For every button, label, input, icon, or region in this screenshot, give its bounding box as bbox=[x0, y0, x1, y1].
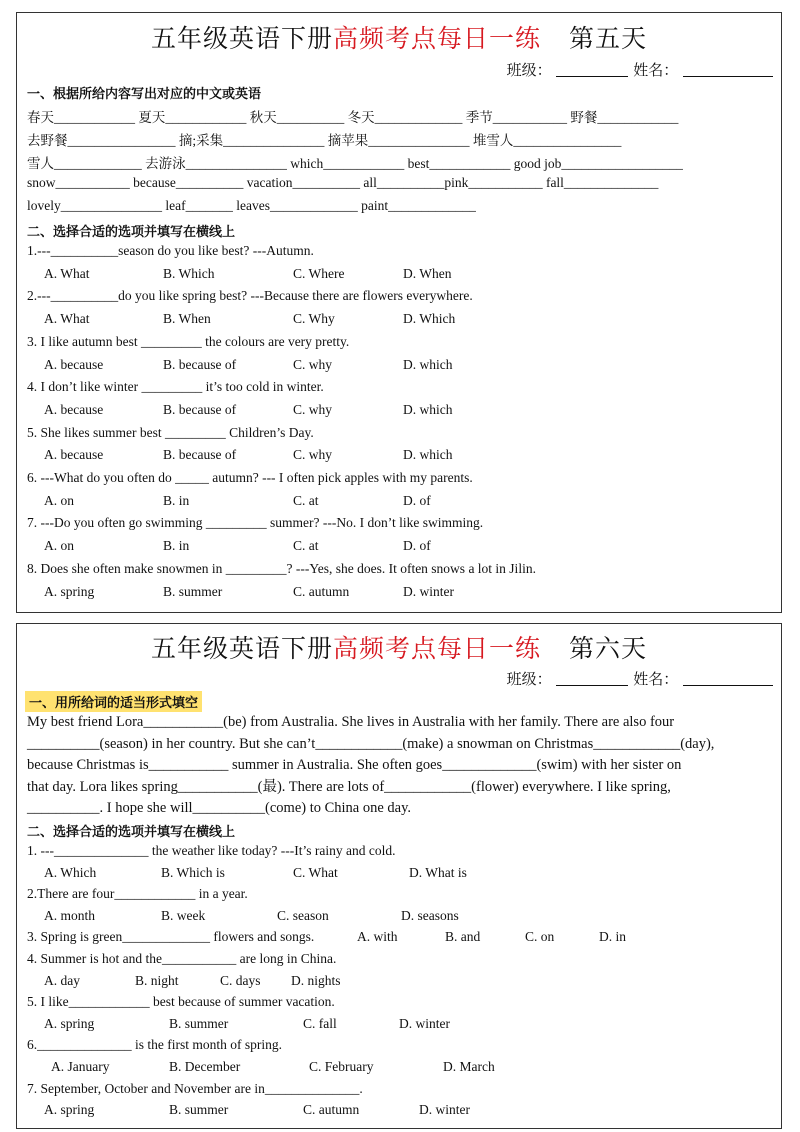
option-choice[interactable]: B. because of bbox=[163, 447, 237, 463]
option-choice[interactable]: A. on bbox=[44, 492, 74, 508]
title-text: 五年级英语下册 bbox=[150, 634, 333, 663]
option-choice[interactable]: D. winter bbox=[419, 1102, 470, 1118]
worksheet-day6 bbox=[16, 623, 782, 1129]
page-title bbox=[17, 19, 781, 55]
option-choice[interactable]: C. autumn bbox=[293, 583, 350, 599]
option-choice[interactable]: D. in bbox=[599, 929, 626, 945]
question-line[interactable]: 1.---__________season do you like best? ---Autumn. bbox=[27, 243, 314, 258]
option-choice[interactable]: A. Which bbox=[44, 864, 97, 880]
question-line[interactable]: 4. Summer is hot and the___________ are long in China. bbox=[27, 951, 337, 966]
option-choice[interactable]: A. because bbox=[44, 356, 104, 372]
class-label: 班级： bbox=[506, 670, 552, 688]
option-choice[interactable]: D. When bbox=[403, 265, 452, 281]
option-choice[interactable]: D. What is bbox=[409, 864, 467, 880]
option-choice[interactable]: B. summer bbox=[169, 1102, 229, 1118]
option-choice[interactable]: C. why bbox=[293, 447, 333, 463]
vocab-line[interactable]: 春天____________ 夏天____________ 秋天__________ 冬天_____________ 季节___________ 野餐____________ bbox=[27, 110, 679, 125]
section-heading: 二、选择合适的选项并填写在横线上 bbox=[27, 225, 236, 240]
title-text: 五年级英语下册 bbox=[150, 24, 333, 53]
option-choice[interactable]: D. of bbox=[403, 492, 431, 508]
option-choice[interactable]: D. which bbox=[403, 356, 453, 372]
question-line[interactable]: 3. Spring is green_____________ flowers and songs. bbox=[27, 929, 315, 945]
option-choice[interactable]: B. because of bbox=[163, 401, 237, 417]
class-label: 班级： bbox=[506, 61, 552, 79]
option-choice[interactable]: A. month bbox=[44, 907, 96, 923]
question-line[interactable]: 2.---__________do you like spring best? ---Because there are flowers everywhere. bbox=[27, 288, 473, 304]
option-choice[interactable]: C. autumn bbox=[303, 1102, 360, 1118]
question-line[interactable]: 7. September, October and November are in______________. bbox=[27, 1080, 363, 1096]
paragraph-line: __________(season) in her country. But she can’t____________(make) a snowman on Christmas____________(day), bbox=[27, 735, 715, 752]
section-heading: 一、用所给词的适当形式填空 bbox=[25, 691, 202, 712]
question-line[interactable]: 6. ---What do you often do _____ autumn? --- I often pick apples with my parents. bbox=[27, 470, 473, 485]
option-choice[interactable]: B. night bbox=[135, 972, 179, 988]
option-choice[interactable]: B. summer bbox=[169, 1015, 229, 1031]
option-choice[interactable]: C. days bbox=[220, 972, 261, 988]
option-choice[interactable]: C. at bbox=[293, 538, 319, 554]
option-choice[interactable]: B. week bbox=[161, 907, 206, 923]
name-bar bbox=[507, 668, 773, 689]
section-heading: 一、根据所给内容写出对应的中文或英语 bbox=[27, 87, 262, 102]
option-choice[interactable]: A. day bbox=[44, 972, 80, 988]
question-line[interactable]: 7. ---Do you often go swimming _________ summer? ---No. I don’t like swimming. bbox=[27, 515, 484, 531]
option-choice[interactable]: B. in bbox=[163, 538, 190, 554]
option-choice[interactable]: C. why bbox=[293, 401, 333, 417]
option-choice[interactable]: A. spring bbox=[44, 1102, 95, 1118]
question-line[interactable]: 6.______________ is the first month of spring. bbox=[27, 1037, 282, 1053]
option-choice[interactable]: B. and bbox=[445, 929, 481, 945]
class-field[interactable] bbox=[556, 62, 628, 77]
name-label: 姓名： bbox=[633, 61, 679, 79]
class-field[interactable] bbox=[556, 671, 628, 686]
option-choice[interactable]: B. summer bbox=[163, 583, 223, 599]
title-day: 第五天 bbox=[569, 24, 648, 53]
vocab-line[interactable]: 雪人_____________ 去游泳_______________ which____________ best____________ good job__________________ bbox=[27, 156, 683, 171]
option-choice[interactable]: C. What bbox=[293, 864, 338, 880]
title-day: 第六天 bbox=[569, 634, 648, 663]
question-line[interactable]: 1. ---______________ the weather like today? ---It’s rainy and cold. bbox=[27, 843, 396, 858]
option-choice[interactable]: C. on bbox=[525, 929, 555, 945]
option-choice[interactable]: A. January bbox=[51, 1059, 110, 1074]
fill-paragraph[interactable] bbox=[27, 712, 772, 820]
paragraph-line: __________. I hope she will__________(come) to China one day. bbox=[27, 800, 412, 816]
question-line[interactable]: 5. I like____________ best because of summer vacation. bbox=[27, 994, 335, 1010]
option-choice[interactable]: A. What bbox=[44, 311, 90, 327]
option-choice[interactable]: D. March bbox=[443, 1059, 495, 1074]
worksheet-day5 bbox=[16, 12, 782, 613]
option-choice[interactable]: B. in bbox=[163, 492, 190, 508]
vocab-line[interactable]: lovely_______________ leaf_______ leaves_____________ paint_____________ bbox=[27, 198, 476, 213]
option-choice[interactable]: A. What bbox=[44, 265, 90, 281]
option-choice[interactable]: B. Which bbox=[163, 265, 215, 281]
option-choice[interactable]: A. spring bbox=[44, 1015, 95, 1031]
question-line[interactable]: 3. I like autumn best _________ the colours are very pretty. bbox=[27, 333, 350, 349]
option-choice[interactable]: D. Which bbox=[403, 311, 456, 327]
option-choice[interactable]: C. fall bbox=[303, 1015, 337, 1031]
option-choice[interactable]: A. with bbox=[357, 929, 398, 945]
option-choice[interactable]: D. of bbox=[403, 538, 431, 554]
option-choice[interactable]: A. because bbox=[44, 401, 104, 417]
question-line[interactable]: 8. Does she often make snowmen in _________? ---Yes, she does. It often snows a lot in Jilin. bbox=[27, 560, 536, 576]
name-label: 姓名： bbox=[633, 670, 679, 688]
question-line[interactable]: 2.There are four____________ in a year. bbox=[27, 886, 248, 902]
page-title bbox=[17, 629, 781, 665]
paragraph-line: because Christmas is___________ summer in Australia. She often goes_____________(swim) with her sister on bbox=[27, 757, 682, 773]
section-heading: 二、选择合适的选项并填写在横线上 bbox=[27, 825, 236, 840]
paragraph-line: My best friend Lora___________(be) from Australia. She lives in Australia with her family. There are also four bbox=[27, 714, 675, 730]
option-choice[interactable]: C. season bbox=[277, 907, 329, 923]
option-choice[interactable]: D. which bbox=[403, 401, 453, 417]
question-line[interactable]: 5. She likes summer best _________ Children’s Day. bbox=[27, 424, 314, 440]
option-choice[interactable]: B. Which is bbox=[161, 864, 225, 880]
question-line[interactable]: 4. I don’t like winter _________ it’s too cold in winter. bbox=[27, 379, 324, 395]
name-field[interactable] bbox=[683, 62, 773, 77]
option-choice[interactable]: D. winter bbox=[403, 583, 454, 599]
title-highlight: 高频考点每日一练 bbox=[332, 634, 541, 663]
option-choice[interactable]: C. Where bbox=[293, 265, 345, 281]
option-choice[interactable]: A. spring bbox=[44, 583, 95, 599]
option-choice[interactable]: A. because bbox=[44, 447, 104, 463]
option-choice[interactable]: D. winter bbox=[399, 1015, 450, 1031]
option-choice[interactable]: C. why bbox=[293, 356, 333, 372]
option-choice[interactable]: C. at bbox=[293, 492, 319, 508]
option-choice[interactable]: C. Why bbox=[293, 311, 335, 327]
option-choice[interactable]: B. because of bbox=[163, 356, 237, 372]
paragraph-line: that day. Lora likes spring___________(最). There are lots of____________(flower) everywhere. I like spring, bbox=[27, 778, 671, 795]
option-choice[interactable]: D. seasons bbox=[401, 907, 459, 923]
option-choice[interactable]: B. December bbox=[169, 1059, 241, 1074]
option-choice[interactable]: C. February bbox=[309, 1059, 374, 1074]
vocab-line[interactable]: snow___________ because__________ vacation__________ all__________pink___________ fall______________ bbox=[27, 175, 659, 190]
vocab-line[interactable]: 去野餐________________ 摘;采集_______________ 摘苹果_______________ 堆雪人________________ bbox=[27, 133, 622, 148]
option-choice[interactable]: A. on bbox=[44, 538, 74, 554]
name-field[interactable] bbox=[683, 671, 773, 686]
title-highlight: 高频考点每日一练 bbox=[332, 24, 541, 53]
option-choice[interactable]: B. When bbox=[163, 311, 211, 327]
option-choice[interactable]: D. which bbox=[403, 447, 453, 463]
name-bar bbox=[507, 59, 773, 80]
option-choice[interactable]: D. nights bbox=[291, 972, 341, 988]
